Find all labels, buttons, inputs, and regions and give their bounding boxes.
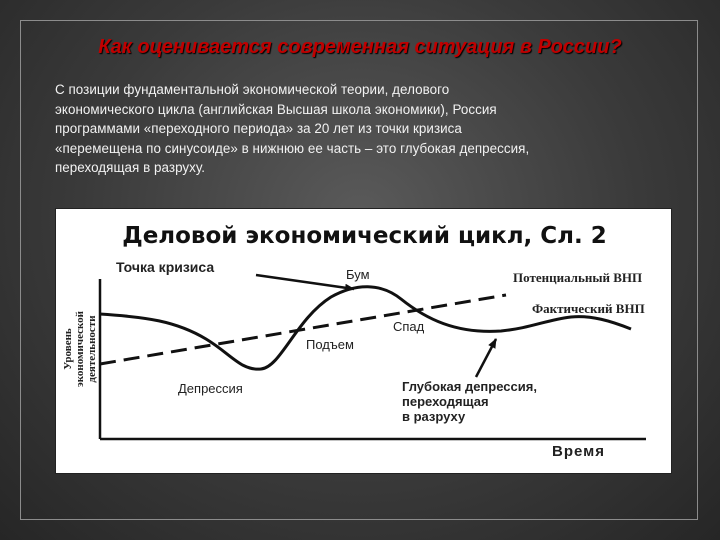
paragraph-line: переходящая в разруху.: [55, 160, 206, 175]
x-axis-label: Время: [552, 443, 605, 460]
depression-label: Депрессия: [178, 381, 243, 396]
paragraph-line: программами «переходного периода» за 20 лет из точки кризиса: [55, 121, 462, 136]
actual-gnp-label: Фактический ВНП: [532, 301, 645, 316]
boom-label: Бум: [346, 267, 370, 282]
slide-title: Как оценивается современная ситуация в России?: [98, 36, 622, 58]
paragraph-line: С позиции фундаментальной экономической теории, делового: [55, 82, 450, 97]
potential-gnp-label: Потенциальный ВНП: [513, 270, 643, 285]
deep-depression-label: [402, 379, 537, 424]
paragraph-line: «перемещена по синусоиде» в нижнюю ее часть – это глубокая депрессия,: [55, 140, 530, 156]
deep-depression-line: в разруху: [402, 409, 466, 424]
slide-paragraph: [55, 80, 675, 178]
deep-depression-line: Глубокая депрессия,: [402, 379, 537, 394]
recession-label: Спад: [393, 319, 425, 334]
deep-depression-arrow: [476, 339, 496, 377]
y-axis-label: [62, 289, 98, 409]
actual-gnp-curve: [100, 287, 631, 369]
crisis-point-arrow: [256, 275, 354, 289]
business-cycle-diagram: [55, 208, 672, 474]
y-axis-label-line: Уровень: [62, 328, 74, 370]
diagram-title: Деловой экономический цикл, Сл. 2: [122, 223, 607, 249]
y-axis-label-line: экономической деятельности: [74, 310, 98, 388]
potential-gnp-line: [100, 295, 506, 364]
paragraph-line: экономического цикла (английская Высшая школа экономики), Россия: [55, 101, 497, 117]
recovery-label: Подъем: [306, 337, 354, 352]
crisis-point-label: Точка кризиса: [116, 259, 215, 275]
deep-depression-line: переходящая: [402, 394, 489, 409]
